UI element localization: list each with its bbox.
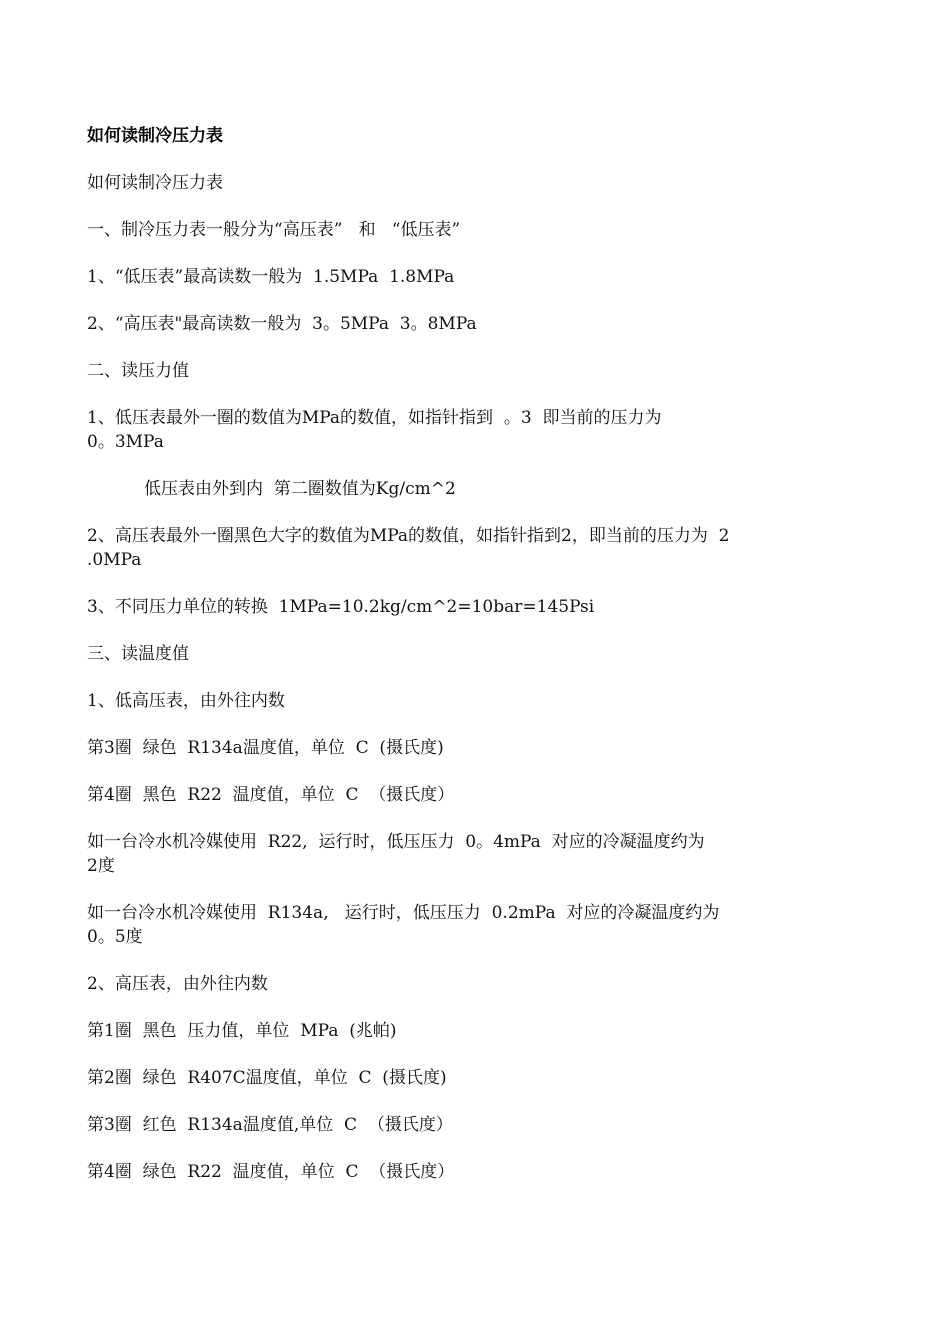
paragraph-section-1-heading: 一、制冷压力表一般分为“高压表” 和 “低压表” bbox=[87, 220, 461, 240]
paragraph-low-high-gauge-rings: 1、低高压表，由外往内数 bbox=[87, 691, 285, 711]
paragraph-high-ring-3: 第3圈 红色 R134a温度值,单位 C （摄氏度） bbox=[87, 1115, 453, 1135]
paragraph-low-pressure-outer-ring: 1、低压表最外一圈的数值为MPa的数值，如指针指到 。3 即当前的压力为 0。3MPa bbox=[87, 408, 662, 452]
paragraph-low-pressure-max: 1、“低压表”最高读数一般为 1.5MPa 1.8MPa bbox=[87, 267, 455, 287]
paragraph-high-ring-2: 第2圈 绿色 R407C温度值，单位 C (摄氏度) bbox=[87, 1068, 447, 1088]
paragraph-example-r22: 如一台冷水机冷媒使用 R22, 运行时，低压压力 0。4mPa 对应的冷凝温度约为 2度 bbox=[87, 832, 705, 876]
paragraph-ring-4-r22: 第4圈 黑色 R22 温度值，单位 C （摄氏度） bbox=[87, 785, 455, 805]
paragraph-low-pressure-second-ring: 低压表由外到内 第二圈数值为Kg/cm^2 bbox=[144, 479, 456, 499]
paragraph-high-pressure-max: 2、“高压表"最高读数一般为 3。5MPa 3。8MPa bbox=[87, 314, 477, 334]
paragraph-subtitle: 如何读制冷压力表 bbox=[87, 173, 223, 193]
paragraph-high-ring-4: 第4圈 绿色 R22 温度值，单位 C （摄氏度） bbox=[87, 1162, 455, 1182]
paragraph-section-3-heading: 三、读温度值 bbox=[87, 644, 189, 664]
paragraph-ring-3-r134a: 第3圈 绿色 R134a温度值，单位 C (摄氏度) bbox=[87, 738, 444, 758]
paragraph-unit-conversion: 3、不同压力单位的转换 1MPa=10.2kg/cm^2=10bar=145Psi bbox=[87, 597, 595, 617]
document-body bbox=[87, 124, 827, 1207]
document-title: 如何读制冷压力表 bbox=[87, 126, 223, 146]
paragraph-example-r134a: 如一台冷水机冷媒使用 R134a, 运行时，低压压力 0.2mPa 对应的冷凝温度约为 0。5度 bbox=[87, 903, 720, 947]
paragraph-section-2-heading: 二、读压力值 bbox=[87, 361, 189, 381]
paragraph-high-ring-1: 第1圈 黑色 压力值，单位 MPa (兆帕) bbox=[87, 1021, 397, 1041]
paragraph-high-pressure-outer-ring: 2、高压表最外一圈黑色大字的数值为MPa的数值，如指针指到2，即当前的压力为 2 .0MPa bbox=[87, 526, 730, 570]
paragraph-high-gauge-rings: 2、高压表，由外往内数 bbox=[87, 974, 268, 994]
